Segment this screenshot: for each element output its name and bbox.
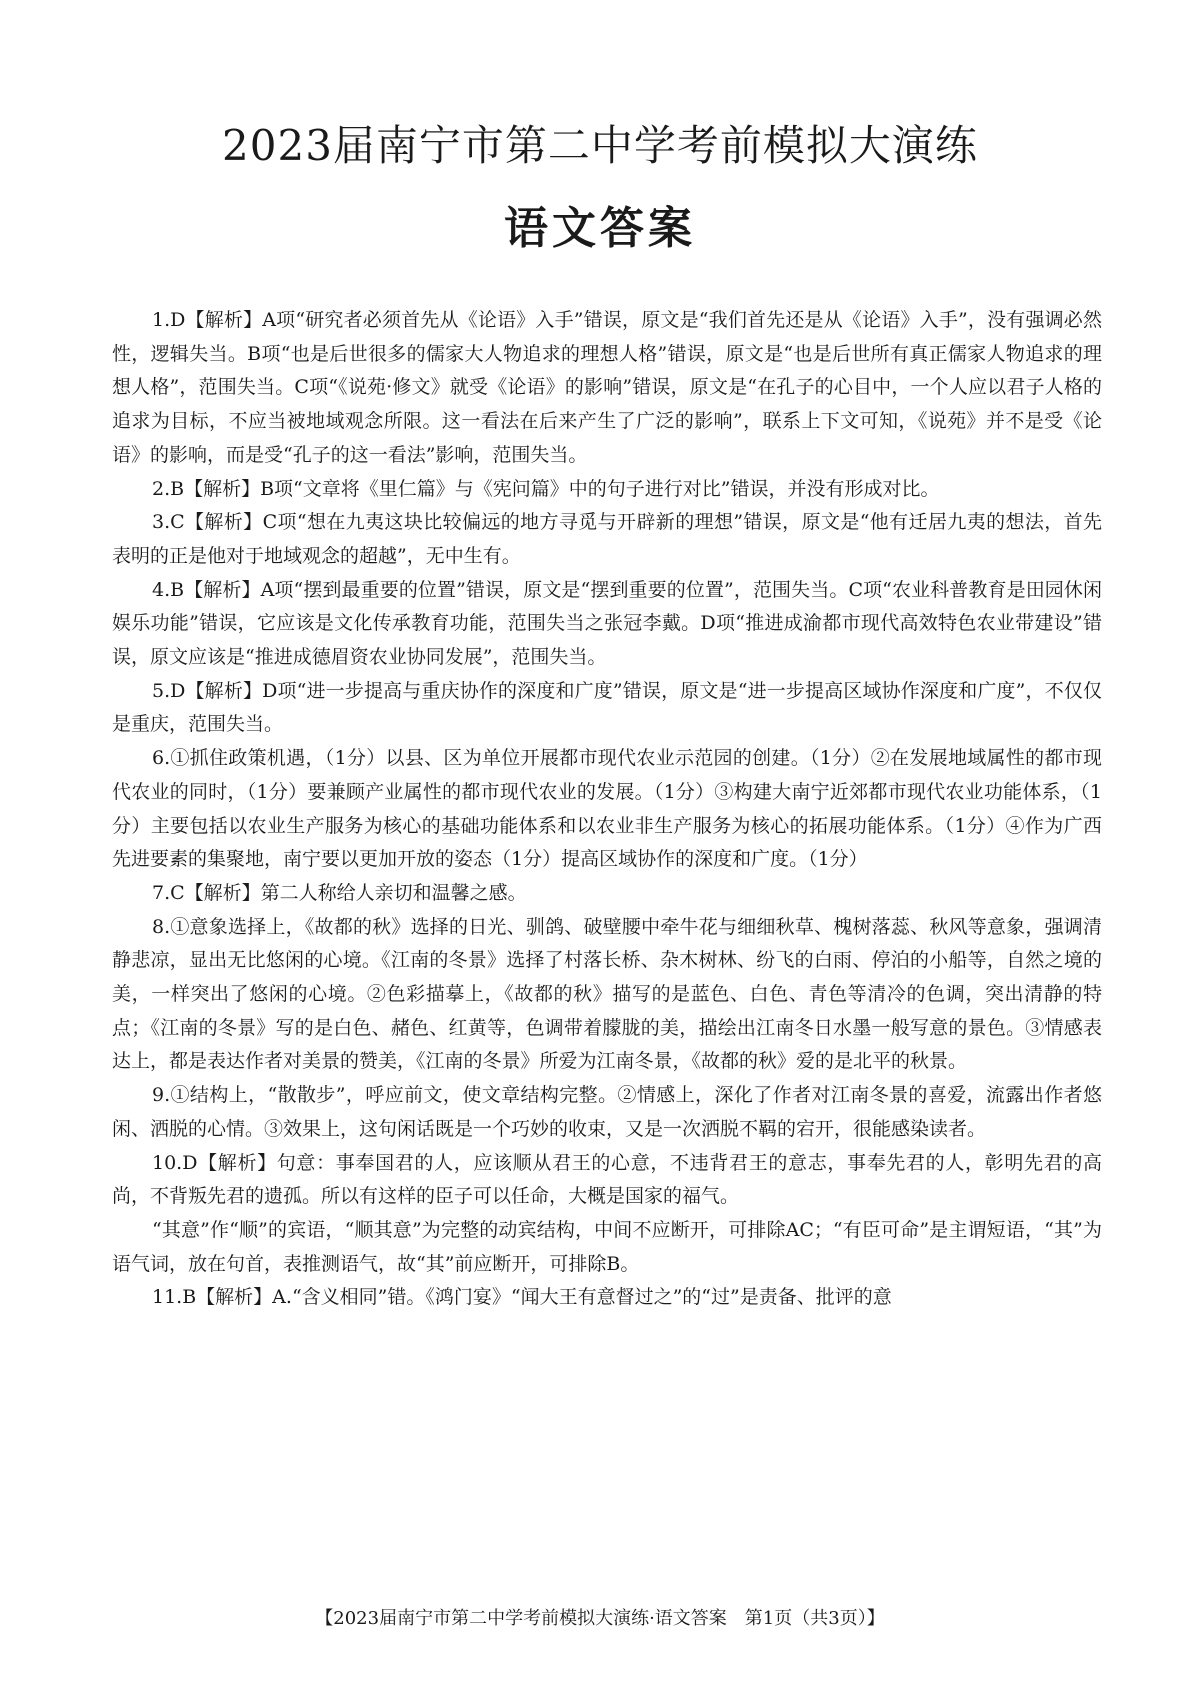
document-subtitle: 语文答案 xyxy=(504,203,696,254)
answer-paragraph: 3.C【解析】C项“想在九夷这块比较偏远的地方寻觅与开辟新的理想”错误，原文是“他有迁居九夷的想法，首先表明的正是他对于地域观念的超越”，无中生有。 xyxy=(112,511,1102,567)
answer-paragraph: 8.①意象选择上，《故都的秋》选择的日光、驯鸽、破壁腰中牵牛花与细细秋草、槐树落蕊、秋风等意象，强调清静悲凉，显出无比悠闲的心境。《江南的冬景》选择了村落长桥、杂木树林、纷飞的白雨、停泊的小船等，自然之境的美，一样突出了悠闲的心境。②色彩描摹上，《故都的秋》描写的是蓝色、白色、青色等清冷的色调，突出清静的特点；《江南的冬景》写的是白色、赭色、红黄等，色调带着朦胧的美，描绘出江南冬日水墨一般写意的景色。③情感表达上，都是表达作者对美景的赞美，《江南的冬景》所爱为江南冬景，《故都的秋》爱的是北平的秋景。 xyxy=(112,915,1102,1073)
answer-paragraph: 1.D【解析】A项“研究者必须首先从《论语》入手”错误，原文是“我们首先还是从《论语》入手”，没有强调必然性，逻辑失当。B项“也是后世很多的儒家大人物追求的理想人格”错误，原文是“也是后世所有真正儒家人物追求的理想人格”，范围失当。C项“《说苑·修文》就受《论语》的影响”错误，原文是“在孔子的心目中，一个人应以君子人格的追求为目标，不应当被地域观念所限。这一看法在后来产生了广泛的影响”，联系上下文可知，《说苑》并不是受《论语》的影响，而是受“孔子的这一看法”影响，范围失当。 xyxy=(112,309,1102,466)
document-title: 2023届南宁市第二中学考前模拟大演练 xyxy=(222,121,978,170)
answer-paragraph: 7.C【解析】第二人称给人亲切和温馨之感。 xyxy=(152,881,527,904)
answer-paragraph: 10.D【解析】句意：事奉国君的人，应该顺从君王的心意，不违背君王的意志，事奉先君的人，彰明先君的高尚，不背叛先君的遗孤。所以有这样的臣子可以任命，大概是国家的福气。 xyxy=(112,1151,1102,1208)
answer-paragraph: 4.B【解析】A项“摆到最重要的位置”错误，原文是“摆到重要的位置”，范围失当。C项“农业科普教育是田园休闲娱乐功能”错误，它应该是文化传承教育功能，范围失当之张冠李戴。D项“推进成渝都市现代高效特色农业带建设”错误，原文应该是“推进成德眉资农业协同发展”，范围失当。 xyxy=(112,578,1102,669)
page-footer: 【2023届南宁市第二中学考前模拟大演练·语文答案 第1页（共3页）】 xyxy=(315,1608,885,1629)
answer-body xyxy=(112,304,1102,1564)
answer-paragraph: “其意”作“顺”的宾语，“顺其意”为完整的动宾结构，中间不应断开，可排除AC；“有臣可命”是主谓短语，“其”为语气词，放在句首，表推测语气，故“其”前应断开，可排除B。 xyxy=(112,1218,1102,1275)
answer-paragraph: 9.①结构上，“散散步”，呼应前文，使文章结构完整。②情感上，深化了作者对江南冬景的喜爱，流露出作者悠闲、洒脱的心情。③效果上，这句闲话既是一个巧妙的收束，又是一次洒脱不羁的宕开，很能感染读者。 xyxy=(112,1084,1102,1140)
answer-paragraph: 2.B【解析】B项“文章将《里仁篇》与《宪问篇》中的句子进行对比”错误，并没有形成对比。 xyxy=(152,477,940,500)
answer-paragraph: 6.①抓住政策机遇，（1分）以县、区为单位开展都市现代农业示范园的创建。（1分）②在发展地域属性的都市现代农业的同时，（1分）要兼顾产业属性的都市现代农业的发展。（1分）③构建大南宁近郊都市现代农业功能体系，（1分）主要包括以农业生产服务为核心的基础功能体系和以农业非生产服务为核心的拓展功能体系。（1分）④作为广西先进要素的集聚地，南宁要以更加开放的姿态（1分）提高区域协作的深度和广度。（1分） xyxy=(112,747,1102,871)
answer-paragraph: 11.B【解析】A.“含义相同”错。《鸿门宴》“闻大王有意督过之”的“过”是责备、批评的意 xyxy=(152,1286,892,1309)
answer-paragraph: 5.D【解析】D项“进一步提高与重庆协作的深度和广度”错误，原文是“进一步提高区域协作深度和广度”，不仅仅是重庆，范围失当。 xyxy=(112,679,1102,736)
